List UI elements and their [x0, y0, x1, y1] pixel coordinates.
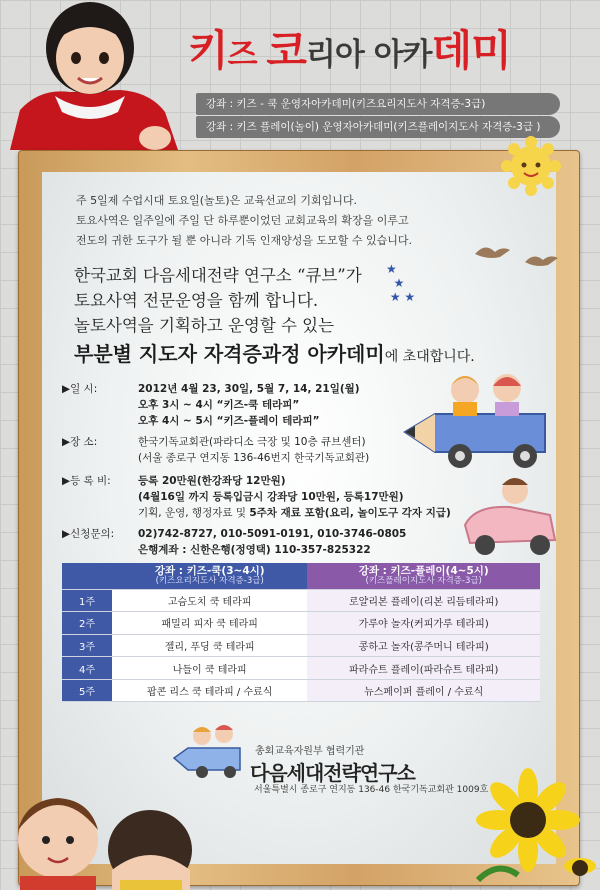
date-value: 2012년 4월 23, 30일, 5월 7, 14, 21일(월) [138, 383, 360, 395]
title-part: 데 [431, 26, 472, 75]
title-part: 아카 [373, 37, 432, 73]
headline-main: 부분별 지도자 자격증과정 아카데미 [74, 342, 385, 366]
title-part: 코 [266, 26, 306, 75]
cook-cell: 젤리, 푸딩 쿡 테라피 [112, 634, 307, 657]
cook-cell: 고슴도치 쿡 테라피 [112, 589, 307, 612]
bank-text: 은행계좌 : 신한은행(정영택) 110-357-825322 [138, 544, 371, 556]
pink-car-illustration [455, 465, 565, 560]
col-title: 강좌 : 키즈-플레이(4~5시) [358, 564, 489, 577]
fee-label: ▶등 록 비: [62, 475, 111, 487]
play-cell: 가루야 놀자(커피가루 테라피) [307, 612, 540, 635]
bank-account [138, 542, 371, 557]
place-sub: (서울 종로구 연지동 136-46번지 한국기독교회관) [138, 452, 370, 464]
fee-row [62, 473, 286, 488]
sunflower-icon [458, 760, 600, 890]
cook-cell: 패밀리 피자 쿡 테라피 [112, 612, 307, 635]
lead-line: 토요사역 전문운영을 함께 합니다. [74, 291, 319, 310]
girl-illustration [0, 0, 185, 150]
intro-line: 전도의 귀한 도구가 될 뿐 아니라 기독 인재양성을 도모할 수 있습니다. [76, 234, 412, 247]
fee-value: 등록 20만원(한강좌당 12만원) [138, 475, 286, 487]
cook-col-header [112, 563, 307, 589]
intro-line: 주 5일제 수업시대 토요일(놀토)은 교육선교의 기회입니다. [76, 194, 357, 207]
org-affiliation: 총회교육자원부 협력기관 [255, 746, 365, 757]
table-row [62, 679, 540, 702]
play-cell: 콩하고 놀자(콩주머니 테라피) [307, 634, 540, 657]
fee-sub [138, 489, 404, 504]
col-title: 강좌 : 키즈-쿡(3~4시) [154, 564, 265, 577]
cook-cell: 나들이 쿡 테라피 [112, 657, 307, 680]
week-cell: 2주 [62, 612, 112, 635]
date-sub-text: 오후 4시 ~ 5시 “키즈-플레이 테라피” [138, 415, 320, 427]
contact-row [62, 526, 406, 541]
play-col-header [307, 563, 540, 589]
schedule-table [62, 563, 540, 702]
lead-line: 한국교회 다음세대전략 연구소 “큐브”가 [74, 266, 362, 285]
table-row [62, 657, 540, 680]
table-row [62, 589, 540, 612]
place-label: ▶장 소: [62, 436, 98, 448]
title-part: 키 [188, 26, 228, 75]
col-sub: (키즈플레이지도사 자격증-3급) [365, 575, 482, 586]
pencil-car-illustration [395, 362, 565, 472]
fee-sub-text: 기획, 운영, 행정자료 및 [138, 507, 250, 519]
date-label: ▶일 시: [62, 383, 98, 395]
cook-cell: 팝콘 리스 쿡 테라피 / 수료식 [112, 679, 307, 702]
date-sub [138, 397, 299, 412]
date-sub [138, 413, 320, 428]
table-row [62, 612, 540, 635]
lead-line: 놀토사역을 기획하고 운영할 수 있는 [74, 316, 335, 335]
page-title [188, 18, 511, 78]
table-row [62, 634, 540, 657]
week-header [62, 563, 112, 589]
play-cell: 파라슈트 플레이(파라슈트 테라피) [307, 657, 540, 680]
subtitle-bar: 강좌 : 키즈 - 쿡 운영자아카데미(키즈요리지도사 자격증-3급) [196, 93, 560, 115]
contact-value: 02)742-8727, 010-5091-0191, 010-3746-0805 [138, 528, 407, 540]
subtitle-bar: 강좌 : 키즈 플레이(놀이) 운영자아카데미(키즈플레이지도사 자격증-3급 ) [196, 116, 560, 138]
birds-icon [470, 232, 560, 277]
contact-label: ▶신청문의: [62, 528, 115, 540]
stars-icon: ★ ★ ★ ★ [386, 262, 416, 304]
week-cell: 3주 [62, 634, 112, 657]
week-cell: 5주 [62, 679, 112, 702]
week-cell: 4주 [62, 657, 112, 680]
title-part: 즈 [227, 37, 267, 73]
kids-illustration [0, 740, 210, 890]
col-sub: (키즈요리지도사 자격증-3급) [155, 575, 264, 586]
play-cell: 로얄리본 플레이(리본 리듬테라피) [307, 589, 540, 612]
week-cell: 1주 [62, 589, 112, 612]
org-name: 다음세대전략연구소 [250, 761, 415, 785]
date-sub-text: 오후 3시 ~ 4시 “키즈-쿡 테라피” [138, 399, 300, 411]
sun-icon [500, 135, 562, 197]
org-address: 서울특별시 종로구 연지동 136-46 한국기독교회관 1009호 [254, 785, 489, 795]
title-part: 미 [471, 26, 511, 75]
date-row [62, 381, 360, 396]
fee-sub [138, 505, 451, 520]
title-part: 리아 [305, 37, 374, 73]
headline-suffix: 에 초대합니다. [384, 349, 475, 365]
play-cell: 뉴스페이퍼 플레이 / 수료식 [307, 679, 540, 702]
intro-line: 토요사역은 일주일에 주일 단 하루뿐이었던 교회교육의 확장을 이루고 [76, 214, 409, 227]
place-row [62, 434, 366, 449]
table-header-row [62, 563, 540, 589]
fee-sub-text: 5주차 재료 포함(요리, 놀이도구 각자 지급) [249, 507, 451, 519]
place-value: 한국기독교회관(파라디소 극장 및 10층 큐브센터) [138, 436, 366, 448]
fee-sub-text: (4월16일 까지 등록입금시 강좌당 10만원, 등록17만원) [138, 491, 404, 503]
